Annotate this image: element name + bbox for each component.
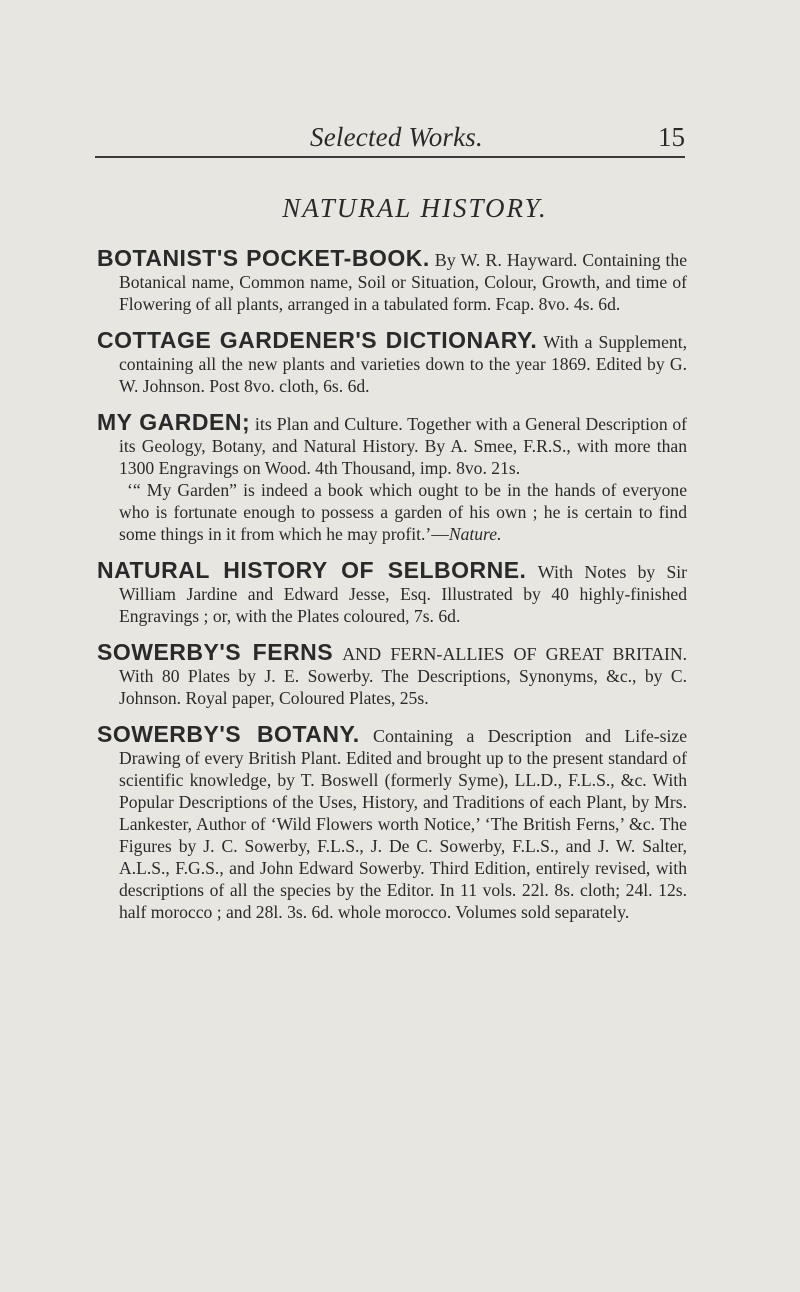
entry-heading: SOWERBY'S FERNS	[97, 639, 334, 665]
entry-list	[97, 247, 687, 937]
page-number: 15	[658, 122, 685, 152]
entry-text: BRITAIN. With 80 Plates by J. E. Sowerby. The Descriptions, Synonyms, &c., by C. Johnson. Royal paper, Coloured Plates, 25s.	[119, 644, 687, 708]
entry-natural-history-of-selborne	[97, 559, 687, 627]
entry-byline: Containing a Description and	[373, 726, 612, 746]
entry-text: by Sir William Jardine and Edward Jesse, Esq. Illustrated by 40 highly-finished Engravings ; or, with the Plates coloured, 7s. 6d.	[119, 562, 687, 626]
entry-byline: With a	[543, 332, 593, 352]
entry-sowerbys-botany	[97, 723, 687, 923]
entry-byline: By W. R. Hayward.	[434, 250, 578, 270]
entry-my-garden	[97, 411, 687, 545]
entry-heading: NATURAL HISTORY OF SELBORNE.	[97, 557, 527, 583]
entry-byline: AND FERN-ALLIES OF GREAT	[342, 644, 604, 664]
entry-byline: With Notes	[537, 562, 627, 582]
quote-text: ‘“ My Garden” is indeed a book which ought to be in the hands of everyone who is fortunate enough to possess a garden of his own ; he is certain to find some things in it from which he may profit.’—	[119, 480, 687, 544]
entry-quote	[97, 479, 687, 545]
section-title: NATURAL HISTORY.	[282, 193, 548, 223]
running-head	[95, 122, 685, 158]
entry-heading: COTTAGE GARDENER'S DICTIONARY.	[97, 327, 538, 353]
entry-text: Supplement, containing all the new plants and varieties down to the year 1869. Edited by G. W. Johnson. Post 8vo. cloth, 6s. 6d.	[119, 332, 687, 396]
entry-text: Life-size Drawing of every British Plant. Edited and brought up to the present standard of scientific knowledge, by T. Boswell (formerly Syme), LL.D., F.L.S., &c. With Popular Descriptions of the Uses, History, and Traditions of each Plant, by Mrs. Lankester, Author of ‘Wild Flowers worth Notice,’ ‘The British Ferns,’ &c. The Figures by J. C. Sowerby, F.L.S., J. De C. Sowerby, F.L.S., and J. W. Salter, A.L.S., F.G.S., and John Edward Sowerby. Third Edition, entirely revised, with descriptions of all the species by the Editor. In 11 vols. 22l. 8s. cloth; 24l. 12s. half morocco ; and 28l. 3s. 6d. whole morocco. Volumes sold separately.	[119, 726, 687, 922]
entry-text: Containing the Botanical name, Common name, Soil or Situation, Colour, Growth, and time of Flowering of all plants, arranged in a tabulated form. Fcap. 8vo. 4s. 6d.	[119, 250, 688, 314]
running-head-title: Selected Works.	[310, 122, 483, 152]
entry-botanists-pocket-book	[97, 247, 687, 315]
quote-source: Nature.	[448, 524, 502, 544]
entry-heading: SOWERBY'S BOTANY.	[97, 721, 360, 747]
entry-text: General Description of its Geology, Botany, and Natural History. By A. Smee, F.R.S., with more than 1300 Engravings on Wood. 4th Thousand, imp. 8vo. 21s.	[119, 414, 687, 478]
entry-sowerbys-ferns	[97, 641, 687, 709]
entry-heading: BOTANIST'S POCKET-BOOK.	[97, 245, 430, 271]
entry-heading: MY GARDEN;	[97, 409, 251, 435]
entry-cottage-gardeners-dictionary	[97, 329, 687, 397]
entry-byline: its Plan and Culture. Together with a	[254, 414, 521, 434]
